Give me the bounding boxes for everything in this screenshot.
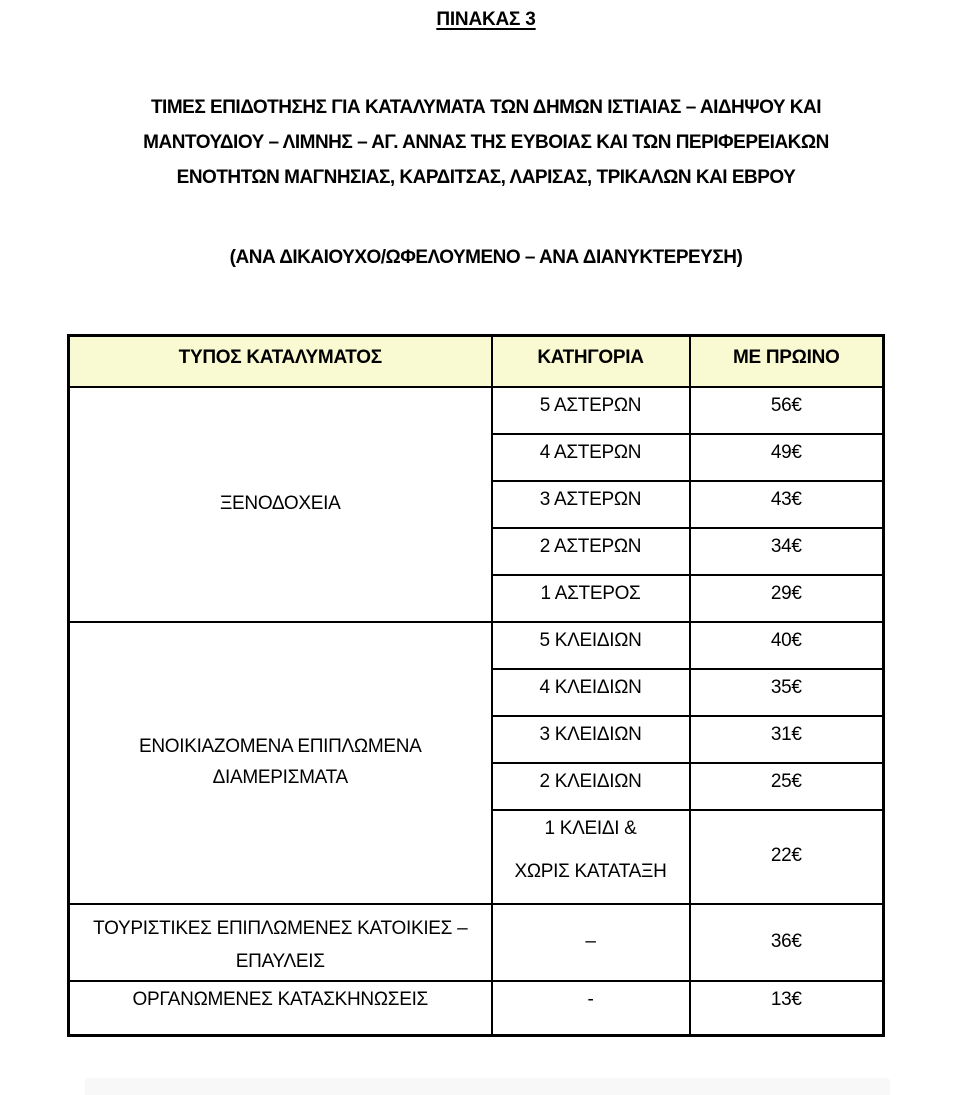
bottom-scroll-strip: [85, 1078, 890, 1095]
header-cell-with-breakfast: ΜΕ ΠΡΩΙΝΟ: [690, 336, 884, 388]
table-row: [69, 622, 884, 669]
table-row: [69, 387, 884, 434]
category-line-2: ΧΩΡΙΣ ΚΑΤΑΤΑΞΗ: [514, 861, 667, 882]
heading-paragraph: [0, 90, 972, 195]
subtitle: (ΑΝΑ ΔΙΚΑΙΟΥΧΟ/ΩΦΕΛΟΥΜΕΝΟ – ΑΝΑ ΔΙΑΝΥΚΤΕΡΕΥΣΗ): [229, 247, 743, 268]
price-cell: 13€: [690, 981, 884, 1035]
category-cell: 3 ΚΛΕΙΔΙΩΝ: [492, 716, 690, 763]
price-cell: 43€: [690, 481, 884, 528]
heading-line-1: ΤΙΜΕΣ ΕΠΙΔΟΤΗΣΗΣ ΓΙΑ ΚΑΤΑΛΥΜΑΤΑ ΤΩΝ ΔΗΜΩΝ ΙΣΤΙΑΙΑΣ – ΑΙΔΗΨΟΥ ΚΑΙ: [150, 97, 822, 118]
category-cell: 4 ΑΣΤΕΡΩΝ: [492, 434, 690, 481]
category-cell-dash: -: [492, 981, 690, 1035]
group-cell-apartments-line-1: ΕΝΟΙΚΙΑΖΟΜΕΝΑ ΕΠΙΠΛΩΜΕΝΑ: [138, 736, 422, 757]
heading-line-2: ΜΑΝΤΟΥΔΙΟΥ – ΛΙΜΝΗΣ – ΑΓ. ΑΝΝΑΣ ΤΗΣ ΕΥΒΟΙΑΣ ΚΑΙ ΤΩΝ ΠΕΡΙΦΕΡΕΙΑΚΩΝ: [143, 132, 829, 153]
category-cell: 2 ΚΛΕΙΔΙΩΝ: [492, 763, 690, 810]
group-cell-apartments: [69, 622, 492, 904]
type-line-2: ΕΠΑΥΛΕΙΣ: [235, 951, 325, 972]
price-cell: 25€: [690, 763, 884, 810]
price-cell: 22€: [690, 810, 884, 904]
subsidy-price-table: [67, 334, 885, 1037]
type-cell-tourist-residences: [69, 904, 492, 981]
category-cell: 1 ΑΣΤΕΡΟΣ: [492, 575, 690, 622]
category-cell-one-key-unclassified: [492, 810, 690, 904]
header-cell-category: ΚΑΤΗΓΟΡΙΑ: [492, 336, 690, 388]
table-header-row: [69, 336, 884, 388]
category-cell: 5 ΚΛΕΙΔΙΩΝ: [492, 622, 690, 669]
table-row: [69, 904, 884, 981]
group-cell-hotels: ΞΕΝΟΔΟΧΕΙΑ: [69, 387, 492, 622]
category-cell: 5 ΑΣΤΕΡΩΝ: [492, 387, 690, 434]
document-page: [0, 7, 972, 1095]
header-cell-accommodation-type: ΤΥΠΟΣ ΚΑΤΑΛΥΜΑΤΟΣ: [69, 336, 492, 388]
category-line-1: 1 ΚΛΕΙΔΙ &: [544, 818, 637, 839]
price-cell: 29€: [690, 575, 884, 622]
price-cell: 36€: [690, 904, 884, 981]
category-cell-dash: –: [492, 904, 690, 981]
price-cell: 35€: [690, 669, 884, 716]
price-cell: 40€: [690, 622, 884, 669]
group-cell-apartments-line-2: ΔΙΑΜΕΡΙΣΜΑΤΑ: [212, 767, 348, 788]
price-cell: 34€: [690, 528, 884, 575]
price-cell: 49€: [690, 434, 884, 481]
price-cell: 56€: [690, 387, 884, 434]
page-title: ΠΙΝΑΚΑΣ 3: [436, 9, 536, 30]
category-cell: 3 ΑΣΤΕΡΩΝ: [492, 481, 690, 528]
category-cell: 4 ΚΛΕΙΔΙΩΝ: [492, 669, 690, 716]
price-cell: 31€: [690, 716, 884, 763]
category-cell: 2 ΑΣΤΕΡΩΝ: [492, 528, 690, 575]
heading-line-3: ΕΝΟΤΗΤΩΝ ΜΑΓΝΗΣΙΑΣ, ΚΑΡΔΙΤΣΑΣ, ΛΑΡΙΣΑΣ, ΤΡΙΚΑΛΩΝ ΚΑΙ ΕΒΡΟΥ: [176, 167, 796, 188]
table-row: [69, 981, 884, 1035]
type-cell-campsites: ΟΡΓΑΝΩΜΕΝΕΣ ΚΑΤΑΣΚΗΝΩΣΕΙΣ: [69, 981, 492, 1035]
type-line-1: ΤΟΥΡΙΣΤΙΚΕΣ ΕΠΙΠΛΩΜΕΝΕΣ ΚΑΤΟΙΚΙΕΣ –: [93, 918, 468, 939]
